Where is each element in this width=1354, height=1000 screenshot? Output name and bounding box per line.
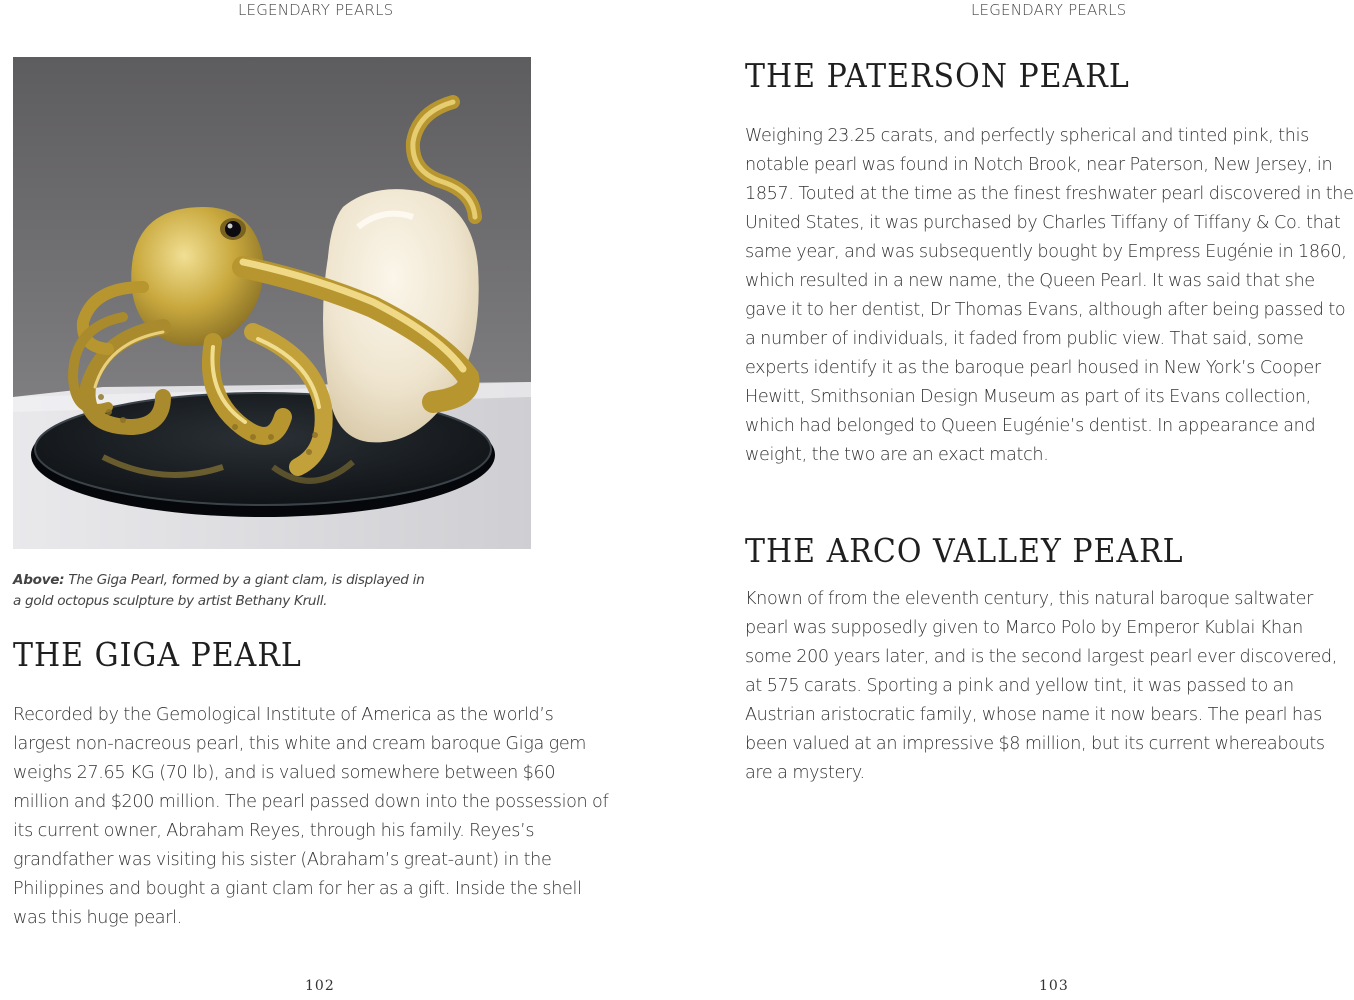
section-heading-arco-valley: THE ARCO VALLEY PEARL xyxy=(745,533,1184,571)
page-number-left: 102 xyxy=(305,978,335,994)
caption-text: The Giga Pearl, formed by a giant clam, is displayed in a gold octopus sculpture by artist Bethany Krull. xyxy=(13,572,425,609)
running-head-left: LEGENDARY PEARLS xyxy=(238,1,394,19)
section-heading-giga: THE GIGA PEARL xyxy=(13,637,302,675)
octopus-pearl-photo xyxy=(13,57,531,549)
page-number-right: 103 xyxy=(1039,978,1069,994)
caption-lead: Above: xyxy=(13,572,65,588)
section-body-paterson: Weighing 23.25 carats, and perfectly spherical and tinted pink, this notable pearl was found in Notch Brook, near Paterson, New Jersey, in 1857. Touted at the time as the finest freshwater pearl discovered in the United States, it was purchased by Charles Tiffany of Tiffany & Co. that same year, and was subsequently bought by Empress Eugénie in 1860, which resulted in a new name, the Queen Pearl. It was said that she gave it to her dentist, Dr Thomas Evans, although after being passed to a number of individuals, it faded from public view. That said, some experts identify it as the baroque pearl housed in New York’s Cooper Hewitt, Smithsonian Design Museum as part of its Evans collection, which had belonged to Queen Eugénie’s dentist. In appearance and weight, the two are an exact match. xyxy=(745,126,1354,465)
section-body-giga: Recorded by the Gemological Institute of America as the world’s largest non-nacreous pearl, this white and cream baroque Giga gem weighs 27.65 KG (70 lb), and is valued somewhere between $60 million and $200 million. The pearl passed down into the possession of its current owner, Abraham Reyes, through his family. Reyes’s grandfather was visiting his sister (Abraham’s great-aunt) in the Philippines and bought a giant clam for her as a gift. Inside the shell was this huge pearl. xyxy=(13,705,609,928)
section-heading-paterson: THE PATERSON PEARL xyxy=(745,58,1130,96)
right-page xyxy=(677,0,1354,1000)
section-body-arco-valley: Known of from the eleventh century, this natural baroque saltwater pearl was supposedly given to Marco Polo by Emperor Kublai Khan some 200 years later, and is the second largest pearl ever discovered, at 575 carats. Sporting a pink and yellow tint, it was passed to an Austrian aristocratic family, whose name it now bears. The pearl has been valued at an impressive $8 million, but its current whereabouts are a mystery. xyxy=(745,589,1337,783)
photo-caption xyxy=(13,570,433,612)
running-head-right: LEGENDARY PEARLS xyxy=(971,1,1127,19)
